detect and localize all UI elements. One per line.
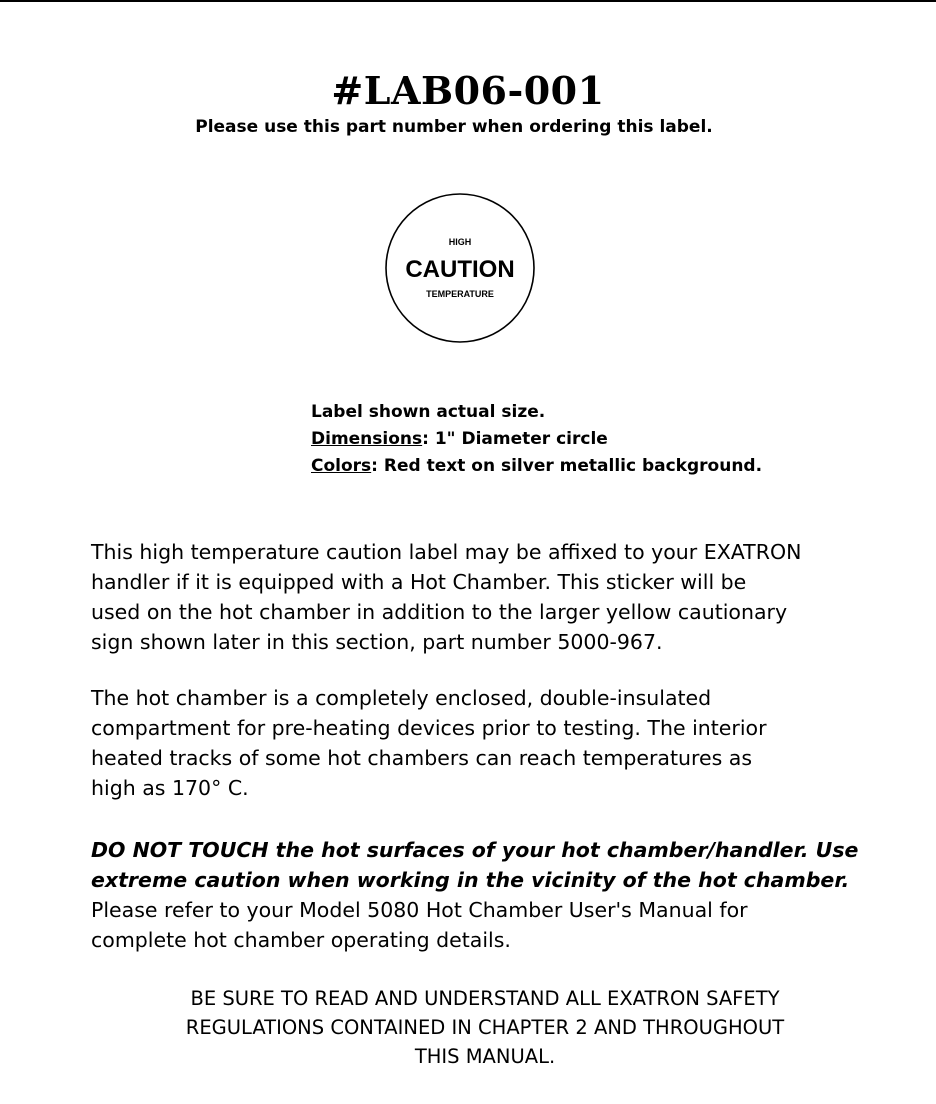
text-line: Please refer to your Model 5080 Hot Chamber User's Manual for xyxy=(91,898,748,922)
dimensions-line xyxy=(311,426,762,453)
part-number-heading: #LAB06-001 xyxy=(331,68,605,113)
text-line: The hot chamber is a completely enclosed, double-insulated xyxy=(91,686,712,710)
label-text-high: HIGH xyxy=(448,237,472,247)
text-line: complete hot chamber operating details. xyxy=(91,928,511,952)
top-rule xyxy=(0,0,936,2)
text-line: This high temperature caution label may be affixed to your EXATRON xyxy=(91,540,802,564)
part-number-note: Please use this part number when ordering this label. xyxy=(195,117,713,137)
colors-label: Colors xyxy=(311,456,372,476)
paragraph-hot-chamber xyxy=(91,683,911,803)
notice-line: BE SURE TO READ AND UNDERSTAND ALL EXATRON SAFETY xyxy=(190,987,780,1010)
warning-line: DO NOT TOUCH the hot surfaces of your hot chamber/handler. Use xyxy=(91,838,859,862)
text-line: heated tracks of some hot chambers can reach temperatures as xyxy=(91,746,753,770)
caution-label-graphic xyxy=(382,192,538,344)
colors-line xyxy=(311,453,762,480)
text-line: used on the hot chamber in addition to the larger yellow cautionary xyxy=(91,600,788,624)
label-text-caution: CAUTION xyxy=(405,256,515,283)
text-line: sign shown later in this section, part number 5000-967. xyxy=(91,630,663,654)
text-line: compartment for pre-heating devices prior to testing. The interior xyxy=(91,716,767,740)
paragraph-warning xyxy=(91,835,911,955)
text-line: handler if it is equipped with a Hot Chamber. This sticker will be xyxy=(91,570,747,594)
notice-line: THIS MANUAL. xyxy=(414,1045,556,1068)
label-text-temperature: TEMPERATURE xyxy=(426,289,494,299)
colors-value: : Red text on silver metallic background. xyxy=(371,456,763,476)
safety-notice xyxy=(0,984,936,1071)
notice-line: REGULATIONS CONTAINED IN CHAPTER 2 AND THROUGHOUT xyxy=(185,1016,785,1039)
dimensions-value: : 1" Diameter circle xyxy=(422,429,608,449)
warning-line: extreme caution when working in the vicinity of the hot chamber. xyxy=(91,868,850,892)
dimensions-label: Dimensions xyxy=(311,429,423,449)
text-line: high as 170° C. xyxy=(91,776,249,800)
paragraph-label-usage xyxy=(91,537,911,657)
size-note: Label shown actual size. xyxy=(311,402,546,422)
label-specs xyxy=(311,399,762,480)
